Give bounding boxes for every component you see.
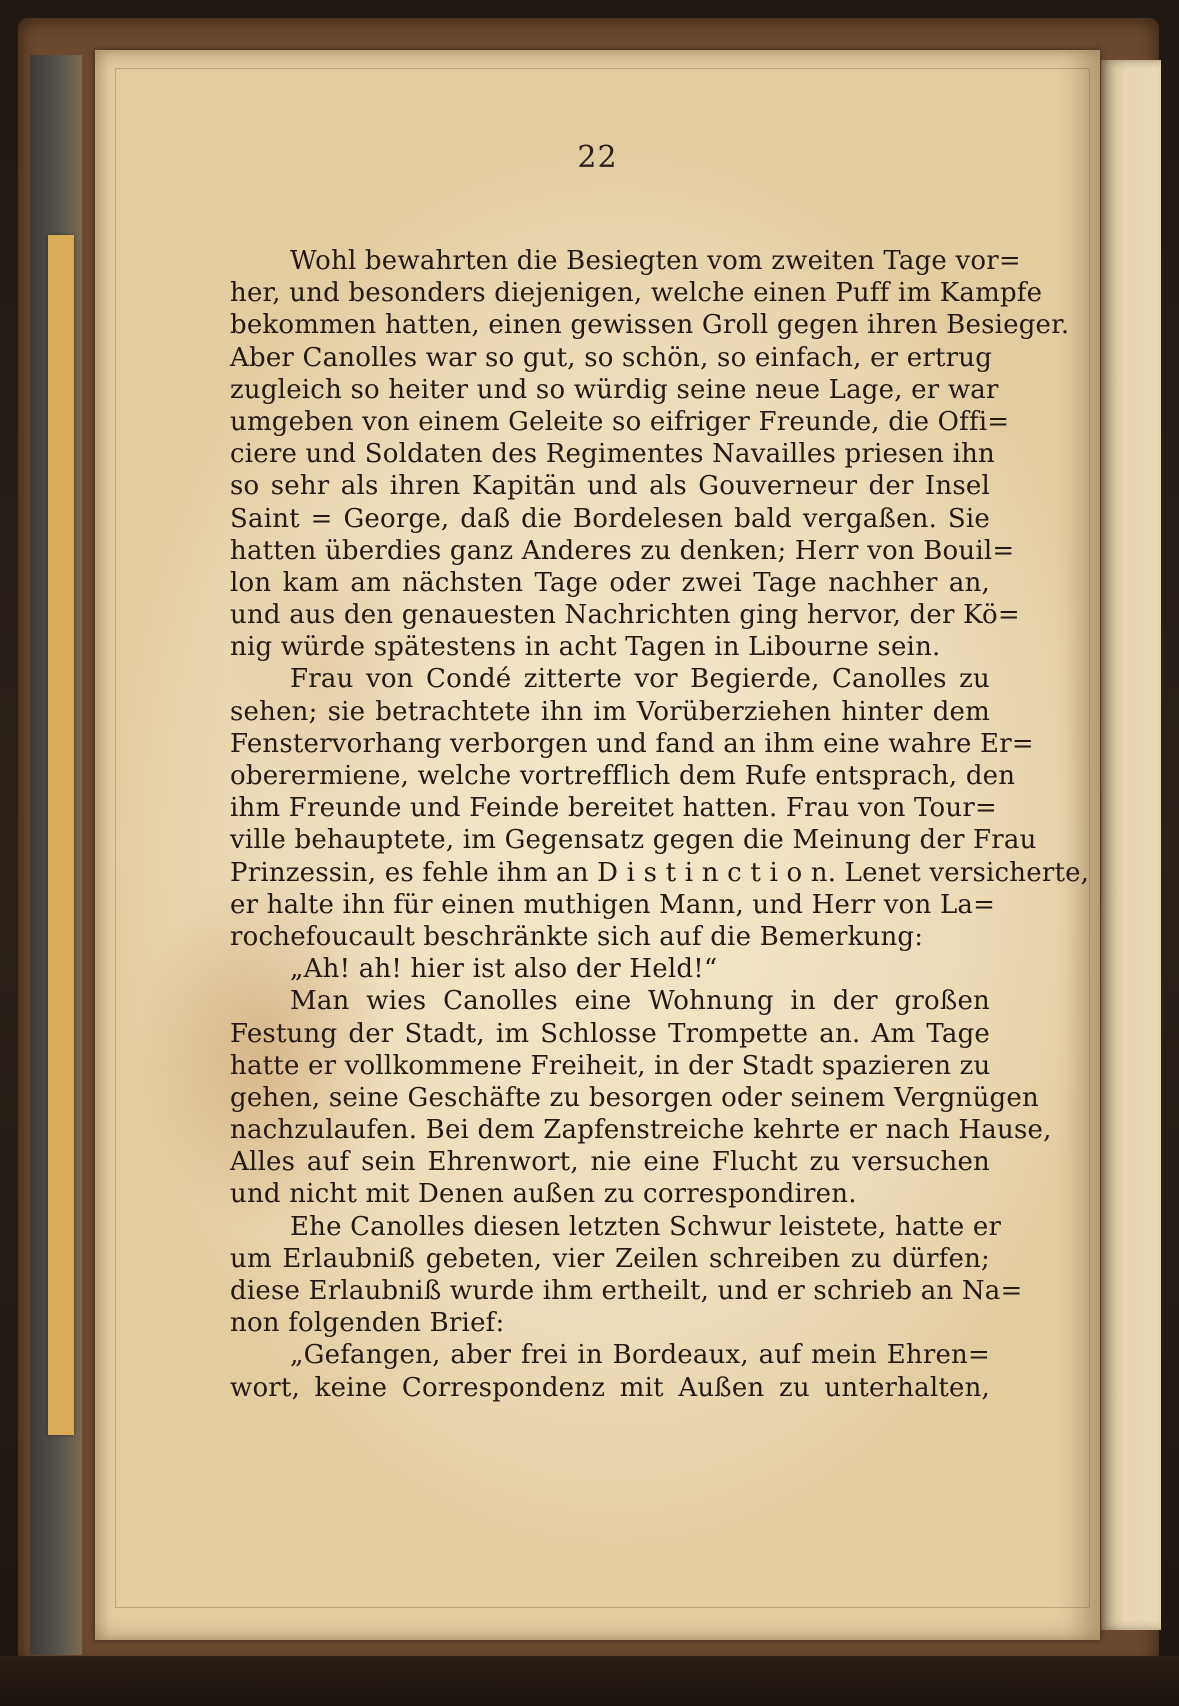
text-line: Ehe Canolles diesen letzten Schwur leistete, hatte er bbox=[290, 1211, 1002, 1242]
facing-page-edge bbox=[1101, 60, 1161, 1630]
text-line: nig würde spätestens in acht Tagen in Libourne sein. bbox=[230, 632, 941, 663]
text-line: und aus den genauesten Nachrichten ging hervor, der Kö= bbox=[230, 600, 1020, 631]
text-line: bekommen hatten, einen gewissen Groll gegen ihren Besieger. bbox=[230, 310, 1070, 341]
text-line: ciere und Soldaten des Regimentes Navailles priesen ihn bbox=[230, 439, 995, 470]
text-line: zugleich so heiter und so würdig seine neue Lage, er war bbox=[230, 374, 999, 405]
text-line: non folgenden Brief: bbox=[230, 1308, 505, 1339]
text-line: Prinzessin, es fehle ihm an D i s t i n c t i o n. Lenet versicherte, bbox=[230, 857, 1090, 888]
text-line: Fenstervorhang verborgen und fand an ihm eine wahre Er= bbox=[230, 728, 1034, 759]
text-line: nachzulaufen. Bei dem Zapfenstreiche kehrte er nach Hause, bbox=[230, 1115, 1052, 1146]
text-line: wort, keine Correspondenz mit Außen zu unterhalten, bbox=[230, 1372, 990, 1403]
text-line: „Ah! ah! hier ist also der Held!“ bbox=[290, 954, 718, 985]
scan-bottom-edge bbox=[0, 1656, 1179, 1706]
text-line: um Erlaubniß gebeten, vier Zeilen schreiben zu dürfen; bbox=[230, 1243, 990, 1274]
text-line: lon kam am nächsten Tage oder zwei Tage nachher an, bbox=[230, 567, 990, 598]
text-line: „Gefangen, aber frei in Bordeaux, auf mein Ehren= bbox=[290, 1340, 990, 1371]
text-line: Alles auf sein Ehrenwort, nie eine Flucht zu versuchen bbox=[230, 1147, 990, 1178]
book-page bbox=[95, 50, 1100, 1640]
text-line: Man wies Canolles eine Wohnung in der großen bbox=[290, 986, 990, 1017]
text-line: diese Erlaubniß wurde ihm ertheilt, und er schrieb an Na= bbox=[230, 1276, 1023, 1306]
page-text bbox=[230, 245, 1090, 1404]
text-line: so sehr als ihren Kapitän und als Gouverneur der Insel bbox=[230, 471, 990, 502]
text-line: her, und besonders diejenigen, welche einen Puff im Kampfe bbox=[230, 278, 1043, 309]
text-line: rochefoucault beschränkte sich auf die Bemerkung: bbox=[230, 921, 924, 952]
text-line: Aber Canolles war so gut, so schön, so einfach, er ertrug bbox=[230, 342, 993, 373]
text-line: gehen, seine Geschäfte zu besorgen oder seinem Vergnügen bbox=[230, 1082, 1039, 1113]
text-line: hatten überdies ganz Anderes zu denken; Herr von Bouil= bbox=[230, 535, 1015, 566]
bookmark-strip bbox=[48, 235, 74, 1435]
text-line: Frau von Condé zitterte vor Begierde, Canolles zu bbox=[290, 664, 990, 695]
text-line: Saint = George, daß die Bordelesen bald vergaßen. Sie bbox=[230, 503, 990, 534]
text-line: hatte er vollkommene Freiheit, in der Stadt spazieren zu bbox=[230, 1050, 991, 1081]
text-line: er halte ihn für einen muthigen Mann, und Herr von La= bbox=[230, 889, 996, 920]
text-line: und nicht mit Denen außen zu correspondiren. bbox=[230, 1179, 857, 1210]
text-line: oberermiene, welche vortrefflich dem Rufe entsprach, den bbox=[230, 761, 1016, 791]
text-line: sehen; sie betrachtete ihn im Vorüberziehen hinter dem bbox=[230, 696, 990, 727]
text-line: umgeben von einem Geleite so eifriger Freunde, die Offi= bbox=[230, 406, 1010, 437]
text-line: Wohl bewahrten die Besiegten vom zweiten Tage vor= bbox=[290, 246, 1021, 276]
text-line: Festung der Stadt, im Schlosse Trompette an. Am Tage bbox=[230, 1018, 990, 1049]
text-line: ville behauptete, im Gegensatz gegen die Meinung der Frau bbox=[230, 825, 1037, 856]
page-number: 22 bbox=[577, 140, 618, 175]
text-line: ihm Freunde und Feinde bereitet hatten. Frau von Tour= bbox=[230, 793, 997, 824]
